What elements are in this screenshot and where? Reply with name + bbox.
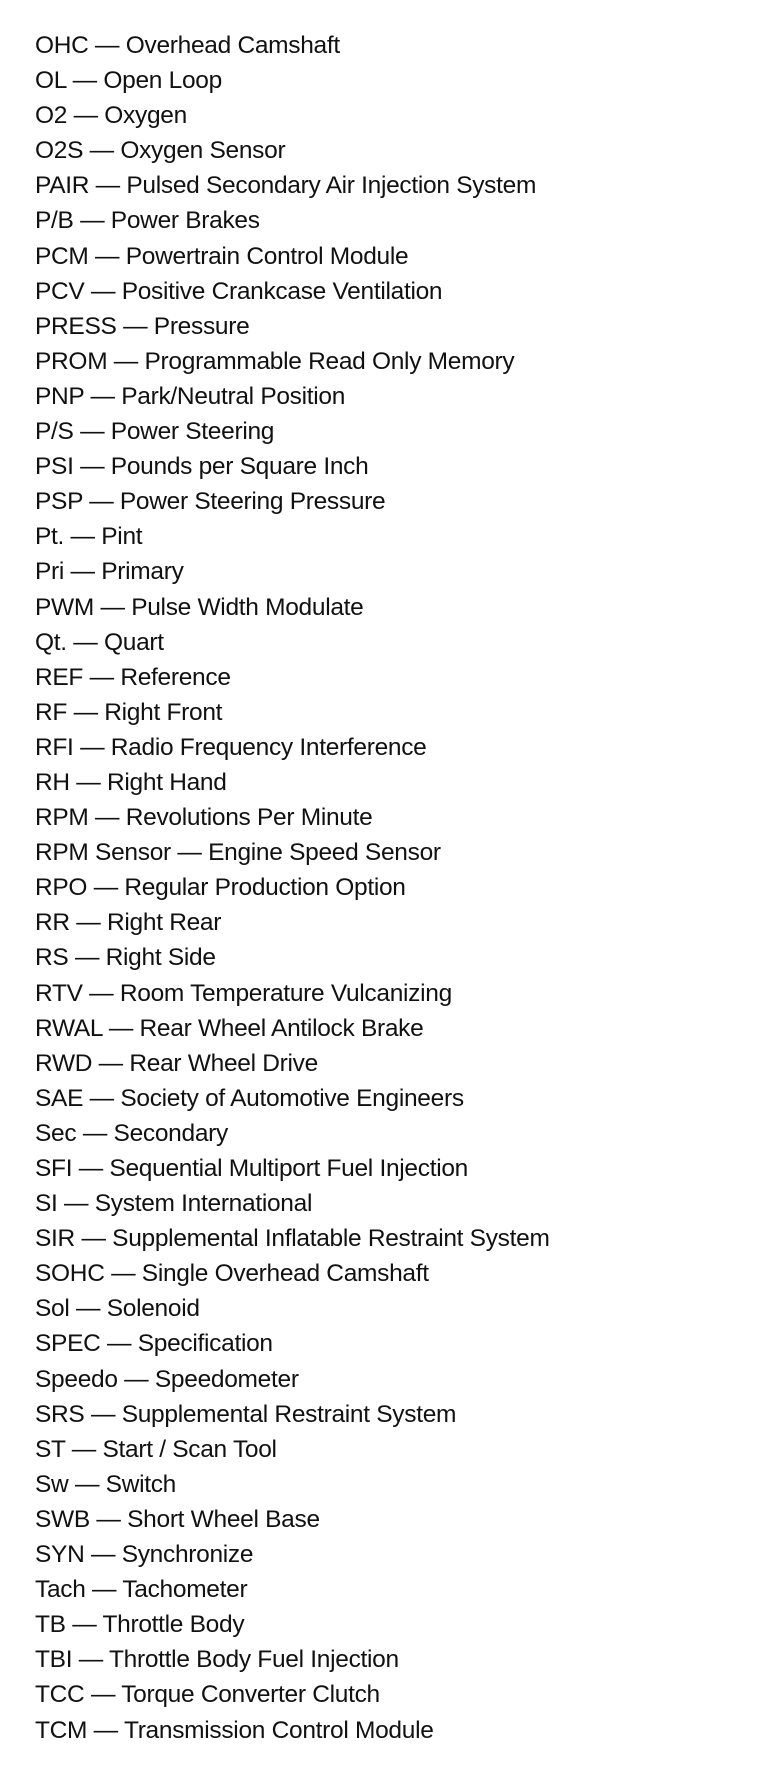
glossary-entry: Sw — Switch (35, 1470, 177, 1498)
glossary-entry: SIR — Supplemental Inflatable Restraint System (35, 1225, 550, 1253)
glossary-entry: PSP — Power Steering Pressure (35, 488, 386, 516)
glossary-entry: RS — Right Side (35, 944, 216, 972)
glossary-entry: OHC — Overhead Camshaft (35, 32, 340, 59)
glossary-entry: O2 — Oxygen (35, 102, 187, 130)
glossary-entry: Tach — Tachometer (35, 1576, 248, 1604)
glossary-entry: TCM — Transmission Control Module (35, 1716, 434, 1744)
glossary-entry: Sec — Secondary (35, 1119, 228, 1147)
glossary-entry: PSI — Pounds per Square Inch (35, 453, 369, 481)
glossary-entry: TCC — Torque Converter Clutch (35, 1681, 380, 1709)
glossary-entry: Pt. — Pint (35, 523, 143, 551)
glossary-entry: RPO — Regular Production Option (35, 874, 406, 902)
glossary-entry: OL — Open Loop (35, 67, 222, 95)
glossary-entry: SOHC — Single Overhead Camshaft (35, 1260, 429, 1288)
glossary-entry: SPEC — Specification (35, 1330, 273, 1358)
glossary-entry: RWD — Rear Wheel Drive (35, 1049, 318, 1077)
glossary-entry: SI — System International (35, 1190, 313, 1218)
glossary-entry: TBI — Throttle Body Fuel Injection (35, 1646, 399, 1674)
glossary-entry: PAIR — Pulsed Secondary Air Injection System (35, 172, 537, 200)
glossary-entry: PNP — Park/Neutral Position (35, 382, 346, 410)
glossary-entry: P/S — Power Steering (35, 418, 275, 446)
glossary-entry: SYN — Synchronize (35, 1541, 254, 1569)
glossary-entry: REF — Reference (35, 663, 231, 691)
glossary-entry: PRESS — Pressure (35, 312, 250, 340)
glossary-entry: RR — Right Rear (35, 909, 222, 937)
glossary-entry: PWM — Pulse Width Modulate (35, 593, 364, 621)
glossary-entry: RTV — Room Temperature Vulcanizing (35, 979, 452, 1007)
glossary-entry: PCM — Powertrain Control Module (35, 242, 409, 270)
glossary-entry: RPM Sensor — Engine Speed Sensor (35, 839, 441, 867)
glossary-entry: RPM — Revolutions Per Minute (35, 804, 373, 832)
glossary-entry: PCV — Positive Crankcase Ventilation (35, 277, 443, 305)
glossary-entry: TB — Throttle Body (35, 1611, 245, 1639)
glossary-entry: ST — Start / Scan Tool (35, 1435, 277, 1463)
glossary-entry: Pri — Primary (35, 558, 184, 586)
glossary-entry: RWAL — Rear Wheel Antilock Brake (35, 1014, 424, 1042)
glossary-entry: RF — Right Front (35, 698, 223, 726)
glossary-entry: SWB — Short Wheel Base (35, 1505, 320, 1533)
glossary-entry: SFI — Sequential Multiport Fuel Injection (35, 1155, 468, 1182)
glossary-entry: P/B — Power Brakes (35, 207, 260, 235)
glossary-entry: Speedo — Speedometer (35, 1365, 299, 1393)
glossary-entry: PROM — Programmable Read Only Memory (35, 347, 515, 375)
glossary-entry: O2S — Oxygen Sensor (35, 137, 286, 165)
abbreviation-list (35, 28, 735, 1748)
glossary-entry: RFI — Radio Frequency Interference (35, 733, 427, 761)
glossary-entry: SRS — Supplemental Restraint System (35, 1400, 457, 1428)
glossary-entry: RH — Right Hand (35, 768, 227, 796)
glossary-entry: Sol — Solenoid (35, 1295, 200, 1323)
glossary-entry: Qt. — Quart (35, 628, 164, 656)
glossary-entry: SAE — Society of Automotive Engineers (35, 1084, 464, 1112)
